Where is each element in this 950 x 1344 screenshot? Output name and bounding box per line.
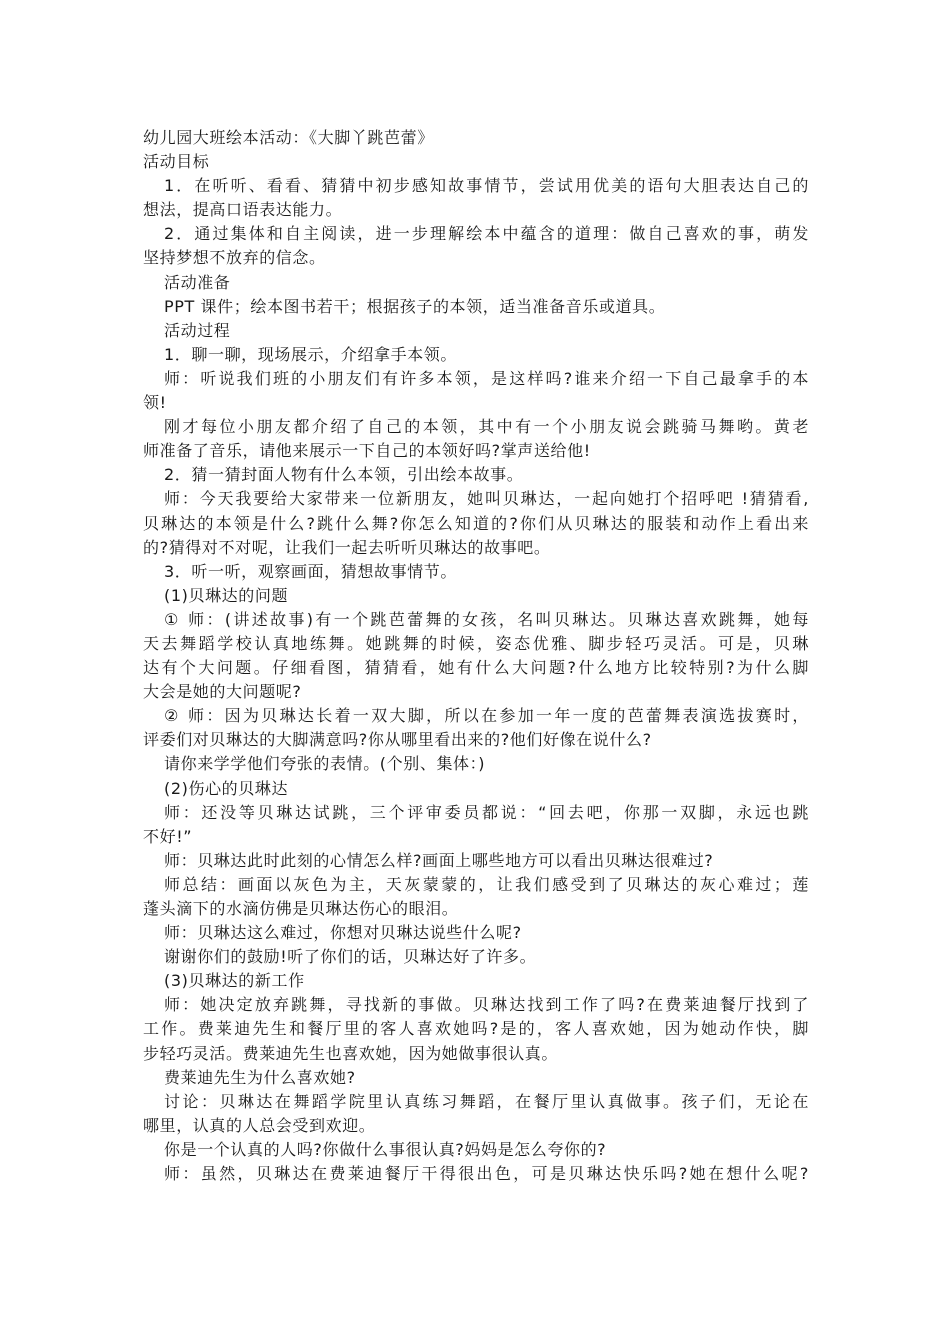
text-line: 坚持梦想不放弃的信念。 [143,248,326,268]
text-line: 1．在听听、看看、猜猜中初步感知故事情节，尝试用优美的语句大胆表达自己的 [164,176,809,196]
text-line: 蓬头滴下的水滴仿佛是贝琳达伤心的眼泪。 [143,899,459,918]
subsection-heading: (3)贝琳达的新工作 [164,971,305,991]
text-line: 师：贝琳达此时此刻的心情怎么样?画面上哪些地方可以看出贝琳达很难过? [164,850,714,870]
text-line: 刚才每位小朋友都介绍了自己的本领，其中有一个小朋友说会跳骑马舞哟。黄老 [164,417,809,437]
text-line: 的?猜得对不对呢，让我们一起去听听贝琳达的故事吧。 [143,537,551,557]
text-line: 师：虽然，贝琳达在费莱迪餐厅干得很出色，可是贝琳达快乐吗?她在想什么呢? [164,1164,809,1184]
text-line: 费莱迪先生为什么喜欢她? [164,1067,356,1087]
text-line: 大会是她的大问题呢? [143,682,302,702]
text-line: 2．猜一猜封面人物有什么本领，引出绘本故事。 [164,465,524,485]
text-line: 想法，提高口语表达能力。 [143,200,343,220]
text-line: 师：她决定放弃跳舞，寻找新的事做。贝琳达找到工作了吗?在费莱迪餐厅找到了 [164,995,809,1015]
document-body [143,126,809,1186]
text-line: 天去舞蹈学校认真地练舞。她跳舞的时候，姿态优雅、脚步轻巧灵活。可是，贝琳 [143,633,809,653]
section-heading-preparation: 活动准备 [164,272,231,292]
text-line: 请你来学学他们夸张的表情。(个别、集体：) [164,754,486,774]
text-line: 师：听说我们班的小朋友们有许多本领，是这样吗?谁来介绍一下自己最拿手的本 [164,368,809,388]
text-line: 1．聊一聊，现场展示，介绍拿手本领。 [164,344,457,364]
document-title: 幼儿园大班绘本活动：《大脚丫跳芭蕾》 [143,128,434,147]
text-line: 哪里，认真的人总会受到欢迎。 [143,1115,376,1135]
text-line: 师：还没等贝琳达试跳，三个评审委员都说：“回去吧，你那一双脚，永远也跳 [164,802,809,822]
subsection-heading: (2)伤心的贝琳达 [164,778,289,798]
text-line: 不好!” [143,826,193,846]
text-line: 讨论：贝琳达在舞蹈学院里认真练习舞蹈，在餐厅里认真做事。孩子们，无论在 [164,1091,809,1111]
text-line: PPT 课件；绘本图书若干；根据孩子的本领，适当准备音乐或道具。 [164,296,666,316]
text-line: 领! [143,393,167,413]
text-line: ① 师：(讲述故事)有一个跳芭蕾舞的女孩，名叫贝琳达。贝琳达喜欢跳舞，她每 [164,609,809,629]
text-line: 步轻巧灵活。费莱迪先生也喜欢她，因为她做事很认真。 [143,1043,559,1063]
text-line: ② 师：因为贝琳达长着一双大脚，所以在参加一年一度的芭蕾舞表演选拔赛时， [164,706,809,726]
text-line: 2．通过集体和自主阅读，进一步理解绘本中蕴含的道理：做自己喜欢的事，萌发 [164,224,809,244]
text-line: 3．听一听，观察画面，猜想故事情节。 [164,561,457,581]
text-line: 师：今天我要给大家带来一位新朋友，她叫贝琳达，一起向她打个招呼吧 !猜猜看, [164,489,809,509]
text-line: 师准备了音乐，请他来展示一下自己的本领好吗?掌声送给他! [143,441,591,461]
text-line: 师总结：画面以灰色为主，天灰蒙蒙的，让我们感受到了贝琳达的灰心难过；莲 [164,874,809,894]
text-line: 师：贝琳达这么难过，你想对贝琳达说些什么呢? [164,923,522,943]
text-line: 评委们对贝琳达的大脚满意吗?你从哪里看出来的?他们好像在说什么? [143,730,652,750]
text-line: 工作。费莱迪先生和餐厅里的客人喜欢她吗?是的，客人喜欢她，因为她动作快，脚 [143,1019,809,1039]
text-line: 你是一个认真的人吗?你做什么事很认真?妈妈是怎么夸你的? [164,1139,607,1159]
section-heading-process: 活动过程 [164,320,231,340]
text-line: 谢谢你们的鼓励!听了你们的话，贝琳达好了许多。 [164,947,537,967]
subsection-heading: (1)贝琳达的问题 [164,585,289,605]
text-line: 达有个大问题。仔细看图，猜猜看，她有什么大问题?什么地方比较特别?为什么脚 [143,658,809,678]
section-heading-goals: 活动目标 [143,152,210,172]
text-line: 贝琳达的本领是什么?跳什么舞?你怎么知道的?你们从贝琳达的服装和动作上看出来 [143,513,809,533]
